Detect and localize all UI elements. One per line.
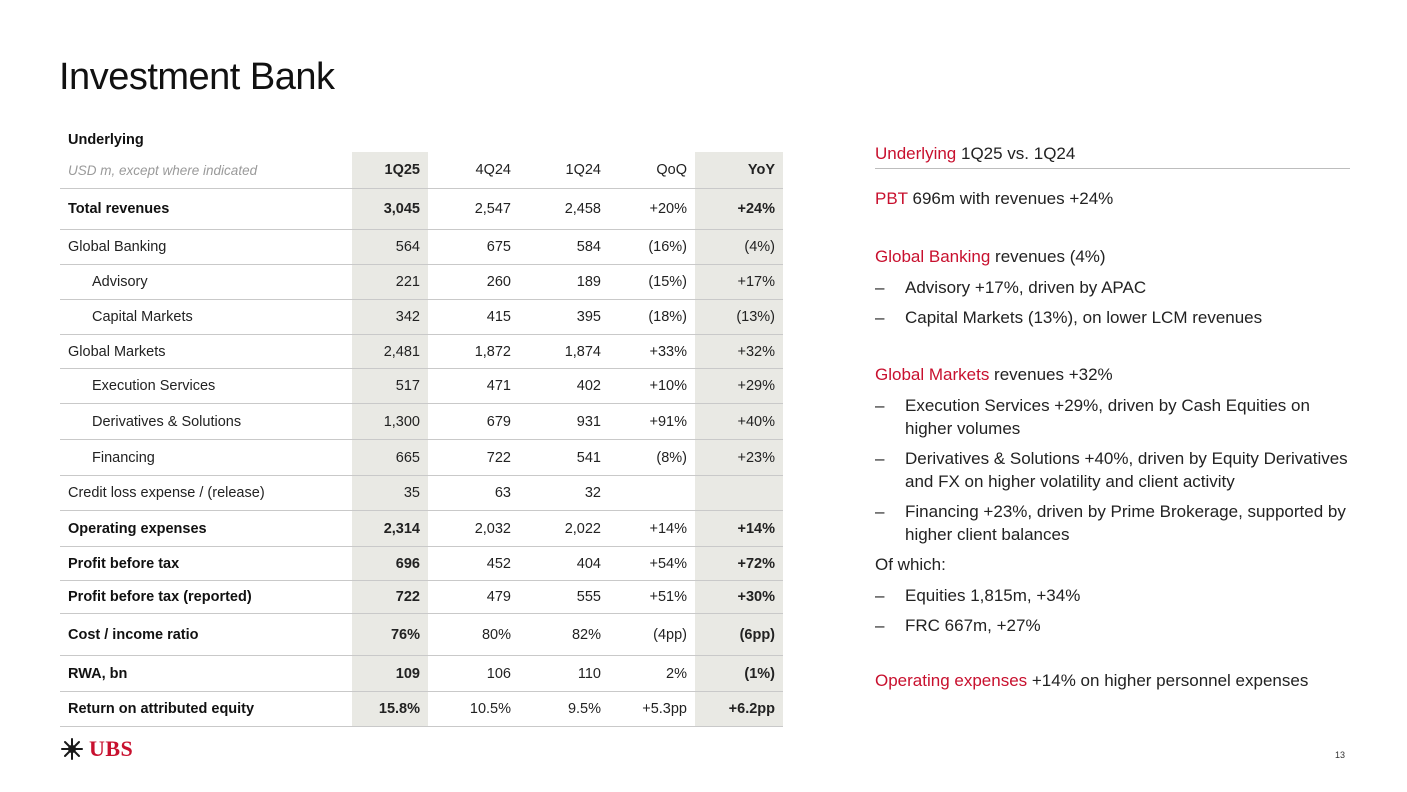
cell-4q24: 2,032	[428, 511, 519, 547]
cell-4q24: 479	[428, 581, 519, 614]
cell-4q24: 10.5%	[428, 692, 519, 727]
row-label: Profit before tax	[60, 547, 352, 581]
row-label: Global Banking	[60, 230, 352, 265]
col-header-1q25: 1Q25	[352, 152, 428, 189]
row-label: Advisory	[60, 265, 352, 300]
table-header-label: Underlying	[68, 132, 144, 148]
bullet-dash: –	[875, 586, 885, 605]
row-label: Execution Services	[60, 369, 352, 404]
cell-1q25: 696	[352, 547, 428, 581]
opex-line	[875, 670, 1350, 692]
bullet-text: Capital Markets (13%), on lower LCM revenues	[905, 308, 1263, 327]
cell-4q24: 415	[428, 300, 519, 335]
col-header-1q24: 1Q24	[565, 162, 601, 178]
row-label: Total revenues	[60, 189, 352, 230]
cell-1q24: 584	[519, 230, 609, 265]
table-row	[60, 265, 783, 300]
cell-qoq: +33%	[609, 335, 695, 369]
cell-1q25: 221	[352, 265, 428, 300]
cell-1q25: 564	[352, 230, 428, 265]
cell-1q24: 32	[519, 476, 609, 511]
row-label: Global Markets	[60, 335, 352, 369]
logo-text: UBS	[89, 736, 134, 761]
table-header-top	[60, 128, 783, 152]
of-which-label: Of which:	[875, 555, 946, 574]
cell-4q24: 2,547	[428, 189, 519, 230]
commentary-panel	[875, 144, 1350, 692]
bullet-text: Financing +23%, driven by Prime Brokerage, supported by higher client balances	[905, 502, 1346, 544]
row-label: RWA, bn	[60, 656, 352, 692]
cell-4q24: 106	[428, 656, 519, 692]
cell-4q24: 80%	[428, 614, 519, 656]
bullet-text: Advisory +17%, driven by APAC	[905, 278, 1147, 297]
gm-red: Global Markets	[875, 365, 990, 384]
cell-4q24: 675	[428, 230, 519, 265]
cell-yoy: (4%)	[695, 230, 783, 265]
page-title: Investment Bank	[59, 56, 335, 98]
cell-yoy: +72%	[695, 547, 783, 581]
bullet-dash: –	[875, 502, 885, 521]
bullet-item	[875, 500, 1350, 546]
table-row	[60, 656, 783, 692]
opex-red: Operating expenses	[875, 671, 1028, 690]
table-row	[60, 404, 783, 440]
cell-1q24: 189	[519, 265, 609, 300]
cell-1q25: 3,045	[352, 189, 428, 230]
cell-1q25: 2,314	[352, 511, 428, 547]
table-row	[60, 369, 783, 404]
cell-1q25: 15.8%	[352, 692, 428, 727]
cell-yoy: +29%	[695, 369, 783, 404]
bullet-dash: –	[875, 278, 885, 297]
cell-1q24: 404	[519, 547, 609, 581]
cell-1q24: 1,874	[519, 335, 609, 369]
bullet-item	[875, 306, 1350, 329]
cell-yoy: (6pp)	[695, 614, 783, 656]
pbt-red: PBT	[875, 189, 908, 208]
cell-1q25: 342	[352, 300, 428, 335]
page-number: 13	[1335, 750, 1346, 760]
bullet-item	[875, 447, 1350, 493]
cell-qoq: +51%	[609, 581, 695, 614]
table-row	[60, 547, 783, 581]
cell-1q25: 2,481	[352, 335, 428, 369]
cell-1q24: 82%	[519, 614, 609, 656]
gb-rest: revenues (4%)	[990, 247, 1106, 266]
bullet-text: Execution Services +29%, driven by Cash Equities on higher volumes	[905, 396, 1310, 438]
gm-rest: revenues +32%	[989, 365, 1113, 384]
cell-qoq: +14%	[609, 511, 695, 547]
table-row	[60, 476, 783, 511]
cell-qoq: (4pp)	[609, 614, 695, 656]
row-label: Credit loss expense / (release)	[60, 476, 352, 511]
table-row	[60, 300, 783, 335]
cell-1q25: 1,300	[352, 404, 428, 440]
cell-yoy: (13%)	[695, 300, 783, 335]
row-label: Capital Markets	[60, 300, 352, 335]
cell-yoy: +6.2pp	[695, 692, 783, 727]
ubs-logo	[59, 736, 133, 762]
cell-yoy: +30%	[695, 581, 783, 614]
cell-1q24: 2,458	[519, 189, 609, 230]
opex-rest: +14% on higher personnel expenses	[1027, 671, 1309, 690]
gb-line	[875, 246, 1350, 268]
cell-4q24: 452	[428, 547, 519, 581]
bullet-text: Derivatives & Solutions +40%, driven by Equity Derivatives and FX on higher volatility and client activity	[905, 449, 1348, 491]
cell-yoy: +32%	[695, 335, 783, 369]
cell-qoq: (18%)	[609, 300, 695, 335]
cell-4q24: 722	[428, 440, 519, 476]
table-row	[60, 511, 783, 547]
cell-1q25: 109	[352, 656, 428, 692]
bullet-item	[875, 394, 1350, 440]
bullet-item	[875, 584, 1350, 607]
table-row	[60, 692, 783, 727]
col-header-yoy: YoY	[695, 152, 783, 189]
cell-qoq: (16%)	[609, 230, 695, 265]
bullet-text: FRC 667m, +27%	[905, 616, 1041, 635]
table-row	[60, 189, 783, 230]
panel-heading	[875, 144, 1350, 169]
table-row	[60, 230, 783, 265]
cell-1q24: 2,022	[519, 511, 609, 547]
pbt-rest: 696m with revenues +24%	[907, 189, 1114, 208]
bullet-item	[875, 614, 1350, 637]
table-row	[60, 614, 783, 656]
units-label: USD m, except where indicated	[68, 162, 258, 178]
cell-yoy	[695, 476, 783, 511]
cell-1q25: 35	[352, 476, 428, 511]
row-label: Operating expenses	[60, 511, 352, 547]
cell-qoq: (8%)	[609, 440, 695, 476]
cell-qoq: 2%	[609, 656, 695, 692]
panel-heading-rest: 1Q25 vs. 1Q24	[956, 144, 1076, 163]
cell-4q24: 679	[428, 404, 519, 440]
cell-1q24: 555	[519, 581, 609, 614]
row-label: Return on attributed equity	[60, 692, 352, 727]
panel-heading-red: Underlying	[875, 144, 957, 163]
table-row	[60, 440, 783, 476]
row-label: Profit before tax (reported)	[60, 581, 352, 614]
cell-yoy: +23%	[695, 440, 783, 476]
row-label: Derivatives & Solutions	[60, 404, 352, 440]
cell-1q25: 665	[352, 440, 428, 476]
table-row	[60, 335, 783, 369]
cell-1q24: 931	[519, 404, 609, 440]
cell-1q24: 402	[519, 369, 609, 404]
cell-1q24: 9.5%	[519, 692, 609, 727]
cell-1q24: 541	[519, 440, 609, 476]
cell-qoq: +54%	[609, 547, 695, 581]
keys-icon	[59, 736, 85, 762]
cell-qoq	[609, 476, 695, 511]
gm-line	[875, 364, 1350, 386]
col-header-qoq: QoQ	[656, 162, 687, 178]
financial-table-wrap	[60, 128, 783, 727]
cell-1q25: 722	[352, 581, 428, 614]
bullet-dash: –	[875, 616, 885, 635]
cell-4q24: 260	[428, 265, 519, 300]
cell-4q24: 1,872	[428, 335, 519, 369]
col-header-4q24: 4Q24	[475, 162, 511, 178]
gb-red: Global Banking	[875, 247, 991, 266]
cell-4q24: 471	[428, 369, 519, 404]
cell-qoq: +10%	[609, 369, 695, 404]
cell-yoy: +14%	[695, 511, 783, 547]
cell-1q24: 395	[519, 300, 609, 335]
row-label: Cost / income ratio	[60, 614, 352, 656]
bullet-dash: –	[875, 396, 885, 415]
cell-1q25: 76%	[352, 614, 428, 656]
cell-yoy: +24%	[695, 189, 783, 230]
cell-yoy: (1%)	[695, 656, 783, 692]
cell-qoq: +20%	[609, 189, 695, 230]
bullet-text: Equities 1,815m, +34%	[905, 586, 1081, 605]
table-row	[60, 581, 783, 614]
pbt-line	[875, 188, 1350, 210]
bullet-item	[875, 276, 1350, 299]
financial-table	[60, 128, 783, 727]
cell-yoy: +40%	[695, 404, 783, 440]
row-label: Financing	[60, 440, 352, 476]
cell-yoy: +17%	[695, 265, 783, 300]
bullet-dash: –	[875, 449, 885, 468]
cell-qoq: +5.3pp	[609, 692, 695, 727]
table-column-headers	[60, 152, 783, 189]
cell-qoq: (15%)	[609, 265, 695, 300]
cell-1q25: 517	[352, 369, 428, 404]
cell-4q24: 63	[428, 476, 519, 511]
bullet-dash: –	[875, 308, 885, 327]
cell-1q24: 110	[519, 656, 609, 692]
cell-qoq: +91%	[609, 404, 695, 440]
